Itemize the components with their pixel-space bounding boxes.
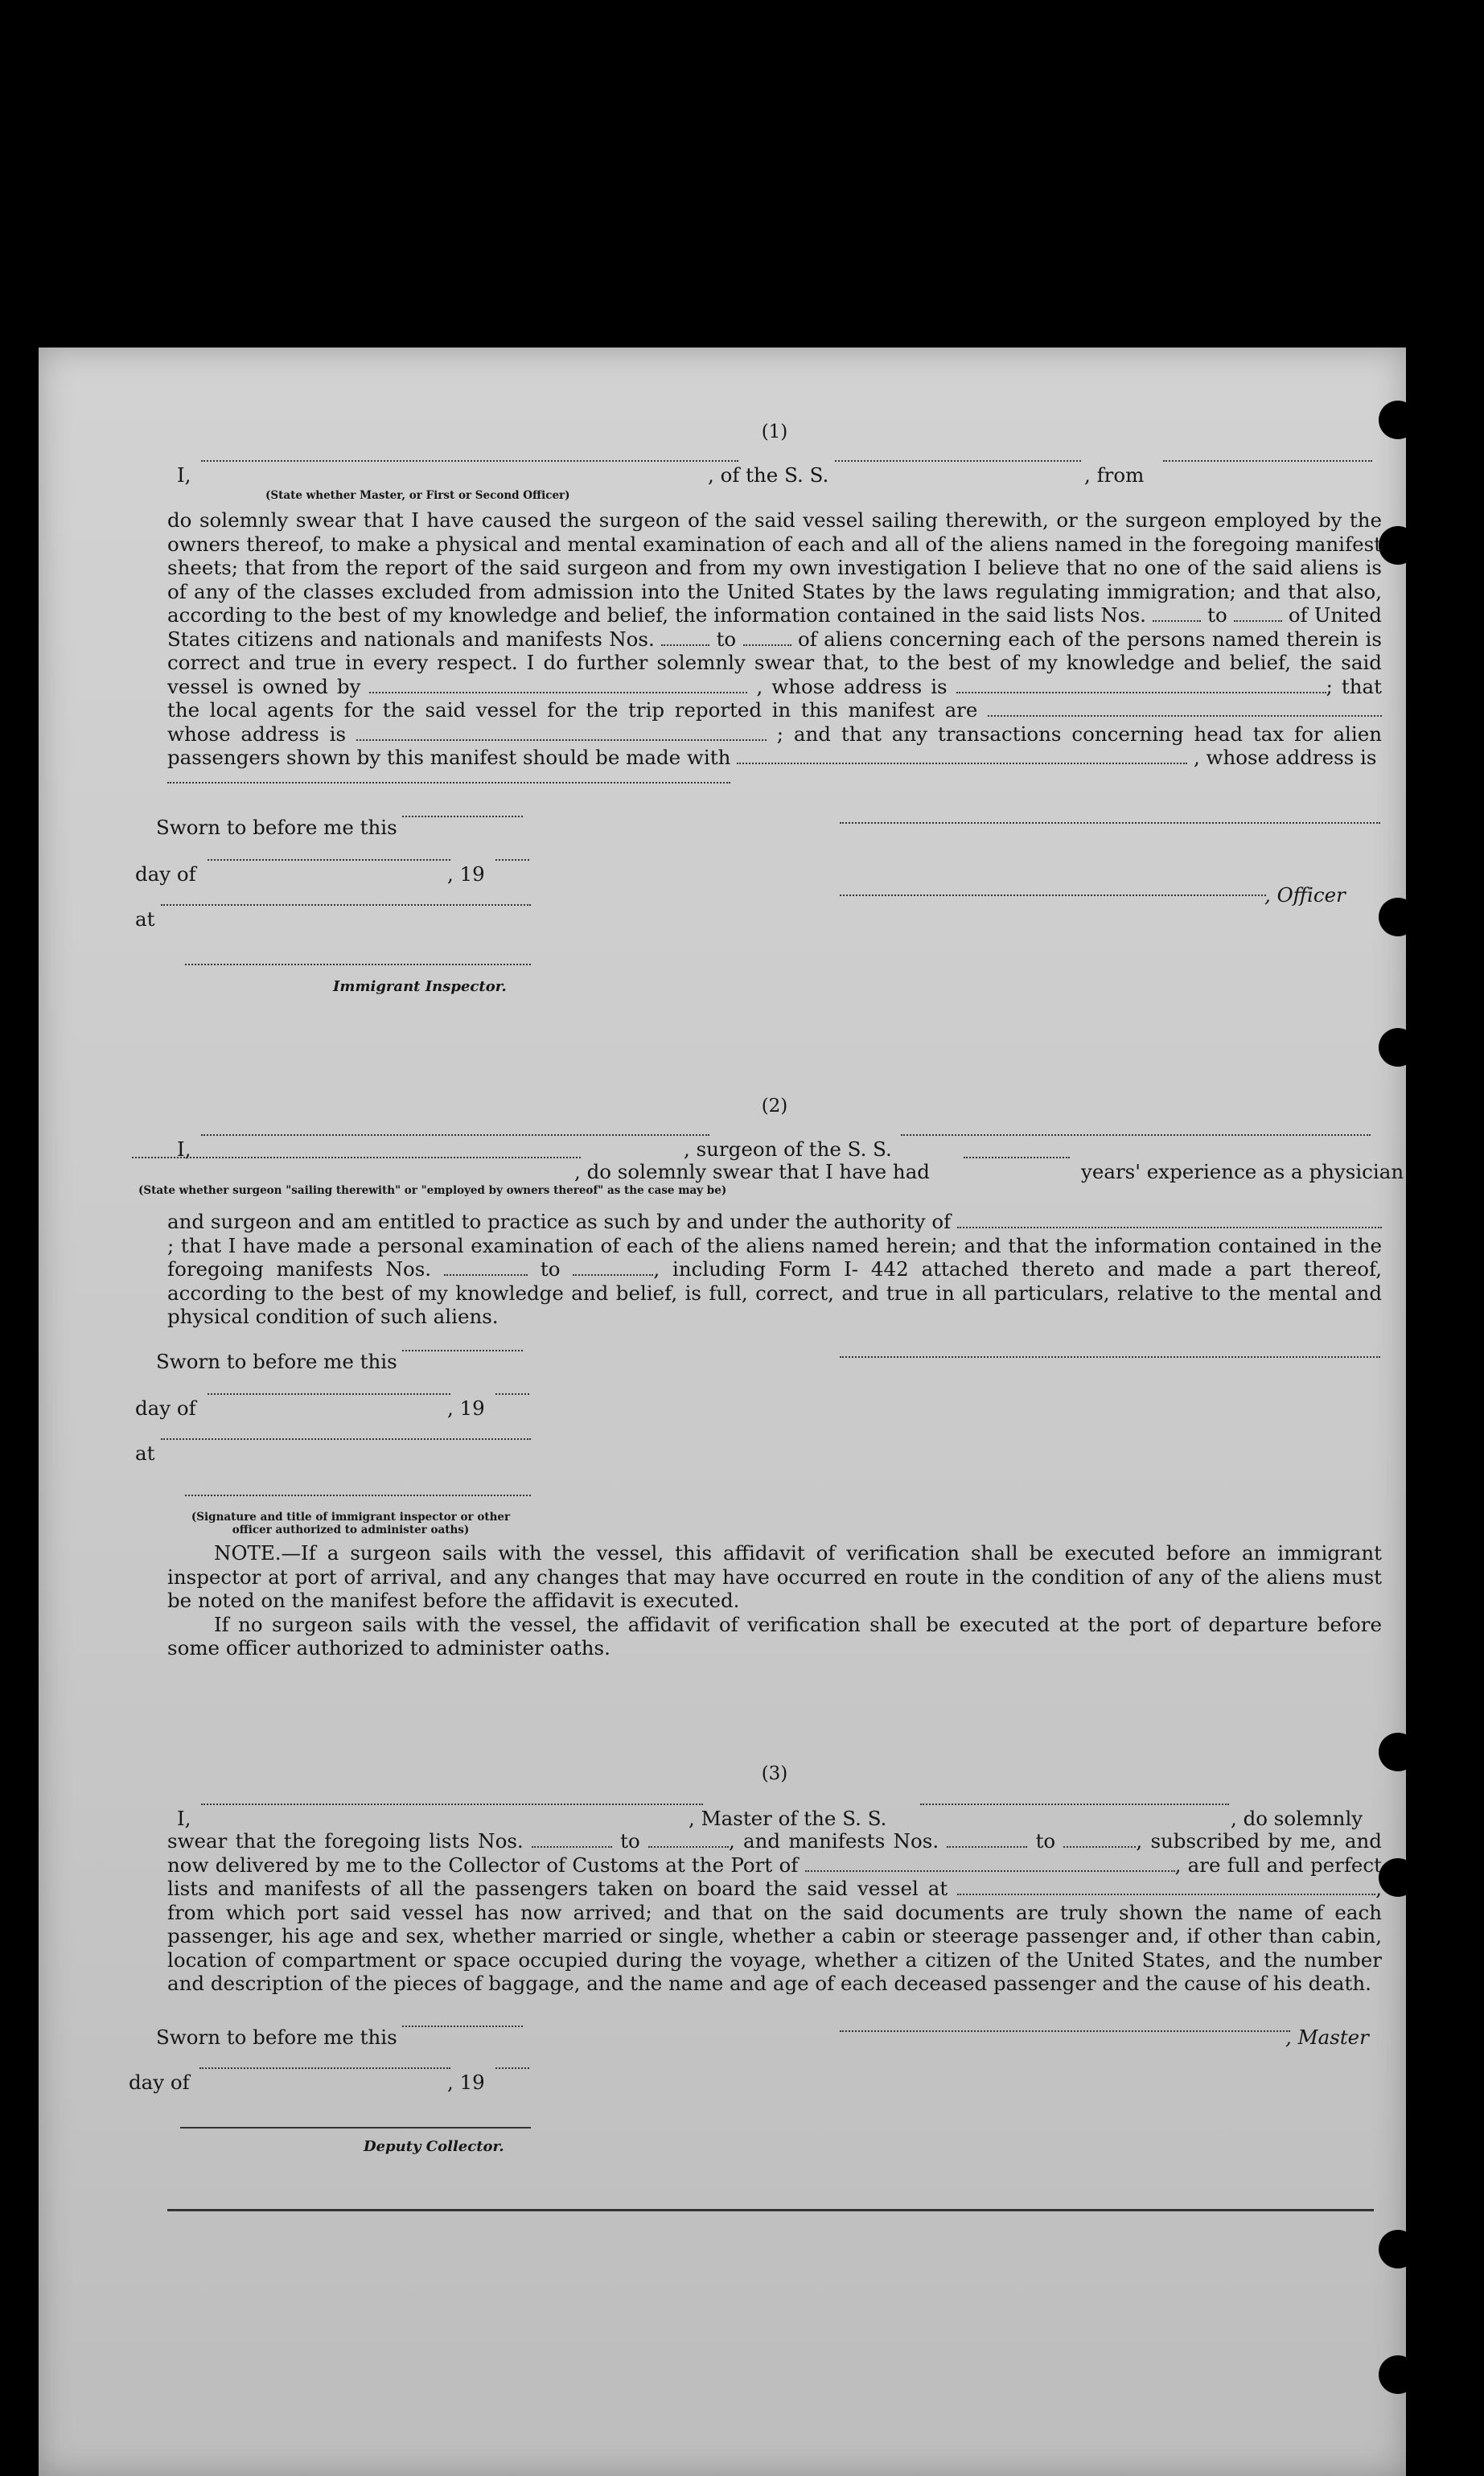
of-ss-label: , of the S. S.: [708, 463, 829, 487]
head-tax-address-field[interactable]: [167, 782, 730, 784]
note-text: —If a surgeon sails with the vessel, this affidavit of verification shall be executed before an immigrant inspector at port of arrival, and any changes that may have occurred en route in the condition of any of the aliens must be noted on the manifest before the affidavit is executed.: [167, 1541, 1382, 1612]
bottom-rule: [167, 2209, 1374, 2211]
sworn-date-field[interactable]: [402, 816, 523, 817]
binder-hole: [1379, 1733, 1417, 1771]
binder-hole: [1379, 2230, 1417, 2268]
manifest-from-field[interactable]: [444, 1260, 528, 1276]
at-field[interactable]: [161, 904, 531, 906]
at-field[interactable]: [161, 1438, 531, 1440]
local-agents-field[interactable]: [988, 701, 1382, 717]
year-field[interactable]: [495, 2067, 529, 2069]
list-no-to-field[interactable]: [1234, 606, 1282, 622]
binder-hole: [1379, 1028, 1417, 1067]
surgeon-name-field[interactable]: [201, 1134, 709, 1136]
agents-address-field[interactable]: [356, 725, 767, 741]
section-1-para3: of aliens concerning each of the persons named therein is correct and true in every respect. I do further solemnly swear that, to the best of my knowledge and belief, the said vessel is owned by: [167, 627, 1382, 698]
note-text-2: If no surgeon sails with the vessel, the affidavit of verification shall be executed at the port of departure before some officer authorized to administer oaths.: [167, 1612, 1382, 1660]
section-2-number: (2): [761, 1096, 788, 1117]
to-label: to: [620, 1829, 640, 1853]
deputy-caption: Deputy Collector.: [364, 2138, 504, 2155]
section-2-body: and surgeon and am entitled to practice as such by and under the authority of ; that I have made a personal examination of each of the aliens named herein; and that the information contained in the foregoing manifests Nos. to , including Form I- 442 attached thereto and made a part thereof, according to the best of my knowledge and belief, is full, correct, and true in all particulars, relative to the mental and physical condition of such aliens.: [167, 1210, 1382, 1328]
inspector-signature-field[interactable]: [185, 1495, 531, 1496]
sworn-date-field[interactable]: [402, 2026, 523, 2027]
to-label: to: [1207, 603, 1227, 627]
section-1-para5: whose address is: [167, 722, 347, 746]
full-perfect-text: , are full and perfect lists and manifests of all the passengers taken on board the said vessel at: [167, 1853, 1382, 1900]
officer-note: (State whether Master, or First or Second Officer): [265, 489, 570, 502]
section-1-i: I,: [177, 463, 191, 487]
master-name-field[interactable]: [201, 1804, 703, 1805]
section-3-number: (3): [761, 1763, 788, 1784]
section-2-para3: , including Form I- 442 attached thereto and made a part thereof, according to the best of my knowledge and belief, is full, correct, and true in all particulars, relative to the mental and physical condition of such aliens.: [167, 1257, 1382, 1328]
head-tax-party-field[interactable]: [737, 748, 1187, 764]
master-vessel-field[interactable]: [920, 1804, 1229, 1805]
lists-to-field[interactable]: [648, 1832, 729, 1848]
binder-hole: [1379, 526, 1417, 565]
to-label: to: [540, 1257, 561, 1281]
section-3-para1: swear that the foregoing lists Nos.: [167, 1829, 524, 1853]
surgeon-signature-field[interactable]: [840, 1356, 1380, 1358]
manifest-to-field[interactable]: [573, 1260, 653, 1276]
day-of-label: day of: [135, 862, 196, 886]
subscribed-text: , subscribed by me, and now delivered by me to the Collector of Customs at the Port of: [167, 1829, 1382, 1877]
master-label: , Master: [1285, 2026, 1369, 2049]
surgeon-note: (State whether surgeon "sailing therewith" or "employed by owners thereof" as the case may be): [138, 1184, 727, 1197]
at-label: at: [135, 1442, 155, 1465]
sworn-label: Sworn to before me this: [156, 2026, 397, 2049]
whose-address-label: , whose address is: [756, 674, 948, 698]
section-1-number: (1): [761, 422, 788, 442]
owner-address-field[interactable]: [956, 677, 1326, 693]
officer-label: , Officer: [1264, 883, 1346, 907]
day-of-label: day of: [129, 2071, 190, 2094]
deputy-signature-field[interactable]: [180, 2127, 531, 2128]
owner-field[interactable]: [369, 677, 747, 693]
section-1-body: do solemnly swear that I have caused the surgeon of the said vessel sailing therewith, or the surgeon employed by the owners thereof, to make a physical and mental examination of each and all of the aliens named in the foregoing manifest sheets; that from the report of the said surgeon and from my own investigation I believe that no one of the said aliens is of any of the classes excluded from admission into the United States by the laws regulating immigration; and that also, according to the best of my knowledge and belief, the information contained in the said lists Nos. to of United States citizens and nationals and manifests Nos. to of aliens concerning each of the persons named therein is correct and true in every respect. I do further solemnly swear that, to the best of my knowledge and belief, the said vessel is owned by , whose address is ; that the local agents for the said vessel for the trip reported in this manifest are whose address is ; and that any transactions concerning head tax for alien passengers shown by this manifest should be made with , whose address is: [167, 508, 1383, 769]
officer-title-field[interactable]: [840, 895, 1266, 896]
list-no-from-field[interactable]: [1153, 606, 1201, 622]
binder-hole: [1379, 401, 1417, 439]
year-field[interactable]: [495, 1393, 529, 1395]
year-label: , 19: [447, 2071, 485, 2094]
year-field[interactable]: [495, 859, 529, 861]
at-label: at: [135, 907, 155, 931]
section-1-para2: of United States citizens and nationals and manifests Nos.: [167, 603, 1382, 651]
to-label: to: [716, 627, 737, 651]
from-label: , from: [1084, 463, 1145, 487]
binder-hole: [1379, 1858, 1417, 1897]
manifests-to-field[interactable]: [1063, 1832, 1136, 1848]
section-2-i: I,: [177, 1137, 191, 1161]
from-port-field[interactable]: [1163, 460, 1372, 462]
do-solemnly-label: , do solemnly swear that I have had: [574, 1160, 930, 1183]
year-label: , 19: [447, 1396, 485, 1420]
surgeon-status-field[interactable]: [132, 1157, 581, 1158]
section-2-para1: and surgeon and am entitled to practice as such by and under the authority of: [167, 1210, 952, 1233]
authority-field[interactable]: [957, 1212, 1382, 1228]
surgeon-vessel-field[interactable]: [901, 1134, 1371, 1136]
day-of-label: day of: [135, 1396, 196, 1420]
officer-name-field[interactable]: [201, 460, 738, 462]
surgeon-of-label: , surgeon of the S. S.: [684, 1137, 892, 1161]
day-of-field[interactable]: [199, 2067, 450, 2069]
section-1-para4: that the local agents for the said vessel for the trip reported in this manifest are: [167, 674, 1382, 722]
and-manifests-label: , and manifests Nos.: [729, 1829, 939, 1853]
day-of-field[interactable]: [208, 859, 450, 861]
inspector-caption: Immigrant Inspector.: [333, 978, 507, 995]
do-solemnly-label: , do solemnly: [1231, 1807, 1363, 1830]
section-1-para6: ; and that any transactions concerning head tax for alien passengers shown by this manifest should be made with: [167, 722, 1383, 769]
officer-signature-field[interactable]: [840, 822, 1380, 824]
master-of-label: , Master of the S. S.: [689, 1807, 887, 1830]
day-of-field[interactable]: [208, 1393, 450, 1395]
whose-address-end-label: , whose address is: [1193, 746, 1377, 769]
section-3-body: [167, 1829, 1382, 1996]
manifest-no-to-field[interactable]: [743, 630, 791, 646]
section-3-i: I,: [177, 1807, 191, 1830]
section-2-note: [167, 1541, 1382, 1660]
section-2-para2: that I have made a personal examination of each of the aliens named herein; and that the information contained in the foregoing manifests Nos.: [167, 1233, 1382, 1281]
manifest-no-from-field[interactable]: [661, 630, 709, 646]
inspector-signature-field[interactable]: [185, 964, 531, 965]
years-exp-label: years' experience as a physician: [1081, 1160, 1404, 1183]
manifests-from-field[interactable]: [947, 1832, 1027, 1848]
port-field[interactable]: [805, 1856, 1175, 1872]
lists-from-field[interactable]: [532, 1832, 612, 1848]
section-1-para1: do solemnly swear that I have caused the surgeon of the said vessel sailing therewith, or the surgeon employed by the owners thereof, to make a physical and mental examination of each and all of the aliens named in the foregoing manifest sheets; that from the report of the said surgeon and from my own investigation I believe that no one of the said aliens is of any of the classes excluded from admission into the United States by the laws regulating immigration; and that also, according to the best of my knowledge and belief, the information contained in the said lists Nos.: [167, 508, 1382, 627]
departure-port-field[interactable]: [957, 1879, 1375, 1895]
to-label: to: [1035, 1829, 1056, 1853]
sworn-label: Sworn to before me this: [156, 816, 397, 839]
master-signature-field[interactable]: [840, 2030, 1290, 2032]
binder-hole: [1379, 2355, 1417, 2394]
binder-hole: [1379, 898, 1417, 936]
sworn-label: Sworn to before me this: [156, 1350, 397, 1373]
years-field[interactable]: [964, 1157, 1070, 1158]
sworn-date-field[interactable]: [402, 1350, 523, 1351]
form-sheet: [39, 348, 1406, 2476]
note-label: NOTE.: [214, 1541, 282, 1565]
signature-caption: (Signature and title of immigrant inspector or other officer authorized to administer oaths): [191, 1511, 511, 1536]
vessel-name-field[interactable]: [835, 460, 1081, 462]
from-which-text: , from which port said vessel has now arrived; and that on the said documents are truly shown the name of each passenger, his age and sex, whether married or single, whether a cabin or steerage passenger and, if other than cabin, location of compartment or space occupied during the voyage, whether a citizen of the United States, and the number and description of the pieces of baggage, and the name and age of each deceased passenger and the cause of his death.: [167, 1877, 1382, 1995]
year-label: , 19: [447, 862, 485, 886]
